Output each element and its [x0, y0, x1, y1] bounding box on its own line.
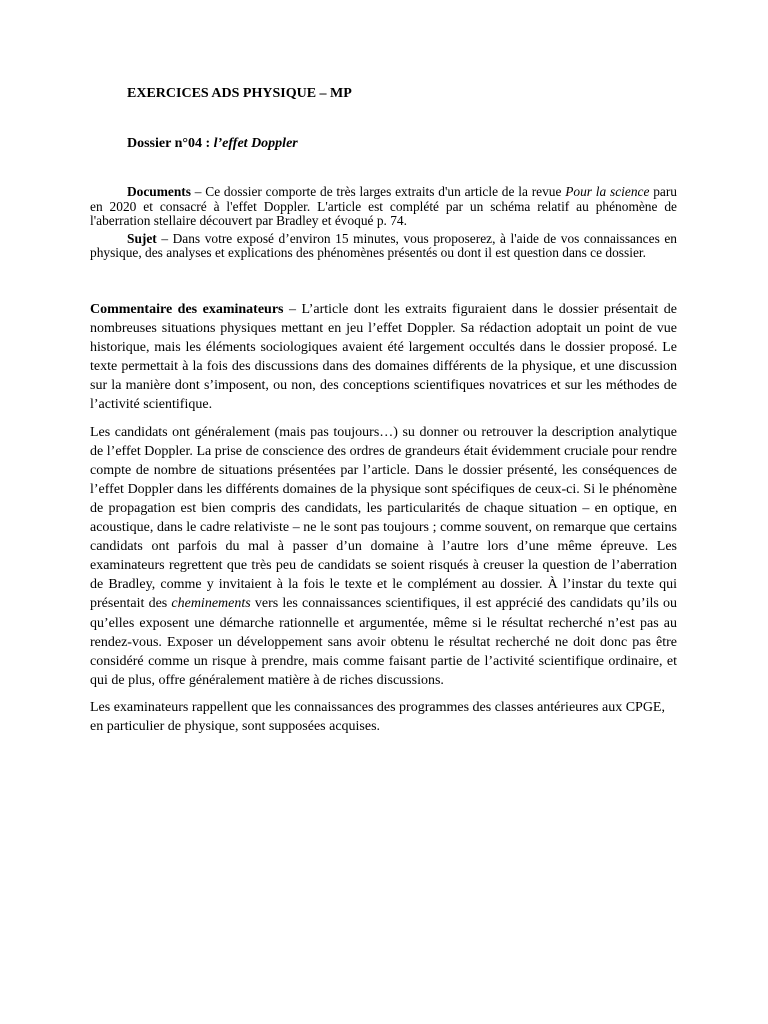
commentaire-label: Commentaire des examinateurs [90, 302, 284, 317]
dossier-label: Dossier n°04 : [127, 136, 211, 151]
documents-paragraph [90, 185, 677, 229]
documents-label: Documents [127, 184, 191, 199]
documents-text-a: – Ce dossier comporte de très larges extraits d'un article de la revue [190, 184, 566, 199]
magazine-name: Pour la science [565, 184, 650, 199]
commentaire-text: – L’article dont les extraits figuraient dans le dossier présentait de nombreuses situations physiques mettant en jeu l’effet Doppler. Sa rédaction adoptait un point de vue historique, mais les éléments sociologiques avaient été largement occultés dans le dossier proposé. Le texte permettait à la fois des discussions dans des domaines différents de la physique, et une discussion sur la manière dont s’imposent, ou non, des conceptions scientifiques novatrices et sur les méthodes de l’activité scientifique. [90, 302, 677, 413]
commentaire-paragraph [90, 300, 677, 415]
examiners-section [90, 300, 677, 736]
candidates-paragraph [90, 423, 677, 690]
candidates-text-b: vers les connaissances scientifiques, il est apprécié des candidats qu’ils ou qu’elles exposent une démarche rationnelle et argumentée, même si le résultat recherché n’est pas au rendez-vous. Exposer un développement sans avoir obtenu le résultat recherché ne doit donc pas être considéré comme un risque à prendre, mais comme faisant partie de l’activité scientifique ordinaire, et qui de plus, offre généralement matière à de riches discussions. [90, 596, 677, 688]
cheminements-emphasis: cheminements [171, 596, 251, 612]
document-title: EXERCICES ADS PHYSIQUE – MP [127, 86, 352, 101]
sujet-text: – Dans votre exposé d’environ 15 minutes, vous proposerez, à l'aide de vos connaissances en physique, des analyses et explications des phénomènes présentés ou dont il est question dans ce dossier. [90, 230, 677, 261]
intro-section [90, 185, 677, 261]
candidates-text-a: Les candidats ont généralement (mais pas toujours…) su donner ou retrouver la description analytique de l’effet Doppler. La prise de conscience des ordres de grandeurs était évidemment cruciale pour rendre compte de nombre de situations présentées par l’article. Dans le dossier présenté, les conséquences de l’effet Doppler dans les différents domaines de la physique sont spécifiques de ceux-ci. Si le phénomène de propagation est bien compris des candidats, les particularités de chaque situation – en optique, en acoustique, dans le cadre relativiste – ne le sont pas toujours ; comme souvent, on remarque que certains candidats ont parfois du mal à passer d’un domaine à l’autre lors d’une même épreuve. Les examinateurs regrettent que très peu de candidats se soient risqués à creuser la question de l’aberration de Bradley, comme y invitaient à la fois le texte et le complément au dossier. À l’instar du texte qui présentait des [90, 424, 677, 612]
reminder-paragraph: Les examinateurs rappellent que les connaissances des programmes des classes antérieures aux CPGE, en particulier de physique, sont supposées acquises. [90, 699, 665, 734]
documents-text-b: paru en 2020 et consacré à l'effet Doppler. L'article est complété par un schéma relatif au phénomène de l'aberration stellaire découvert par Bradley et évoqué p. 74. [90, 184, 678, 229]
dossier-heading [127, 136, 298, 152]
sujet-label: Sujet [127, 230, 157, 246]
dossier-topic: l’effet Doppler [213, 136, 298, 151]
sujet-paragraph [90, 232, 677, 261]
